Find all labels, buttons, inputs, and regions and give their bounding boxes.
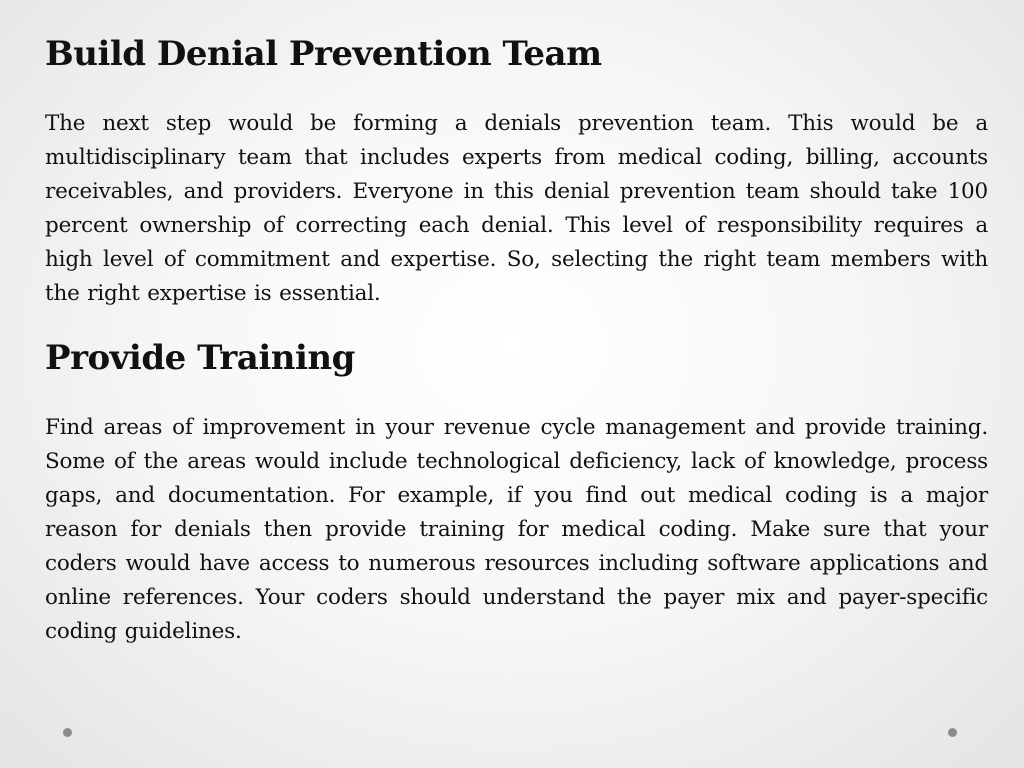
decorative-dot-left bbox=[63, 728, 72, 737]
slide-content bbox=[45, 30, 988, 649]
section-body-denial-prevention-team: The next step would be forming a denials prevention team. This would be a multidisciplinary team that includes experts from medical coding, billing, accounts receivables, and providers. Everyone in this denial prevention team should take 100 percent ownership of correcting each denial. This level of responsibility requires a high level of commitment and expertise. So, selecting the right team members with the right expertise is essential. bbox=[45, 111, 988, 306]
decorative-dot-right bbox=[948, 728, 957, 737]
section-heading-denial-prevention-team: Build Denial Prevention Team bbox=[45, 34, 602, 74]
section-heading-provide-training: Provide Training bbox=[45, 338, 355, 378]
section-body-provide-training: Find areas of improvement in your revenue cycle management and provide training. Some of the areas would include technological deficiency, lack of knowledge, process gaps, and documentation. For example, if you find out medical coding is a major reason for denials then provide training for medical coding. Make sure that your coders would have access to numerous resources including software applications and online references. Your coders should understand the payer mix and payer-specific coding guidelines. bbox=[45, 415, 988, 644]
